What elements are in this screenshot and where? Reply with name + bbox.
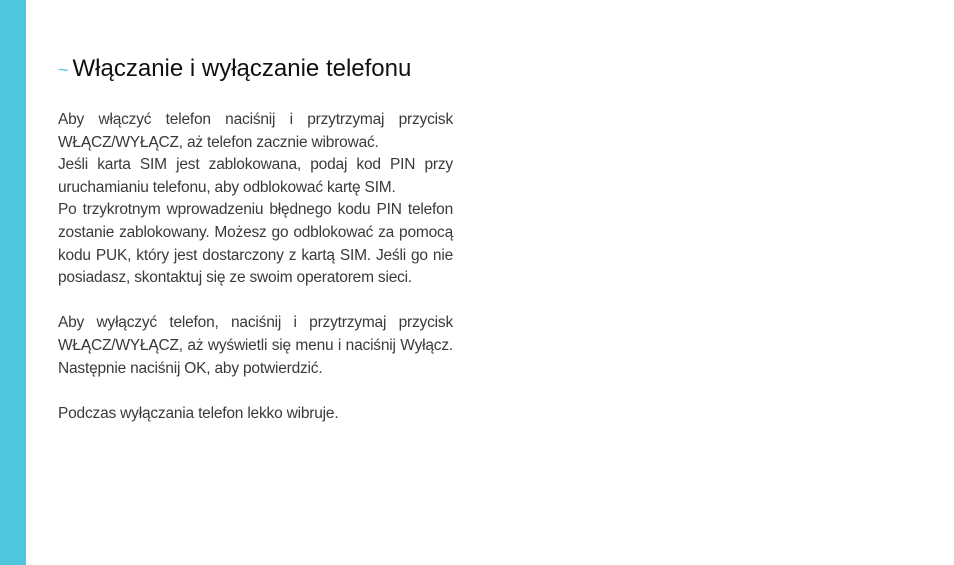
section-heading xyxy=(58,52,453,87)
sim-locked-paragraph: Jeśli karta SIM jest zablokowana, podaj kod PIN przy uruchamianiu telefonu, aby odblokować kartę SIM. xyxy=(58,156,453,196)
puk-paragraph: Po trzykrotnym wprowadzeniu błędnego kodu PIN telefon zostanie zablokowany. Możesz go odblokować za pomocą kodu PUK, który jest dostarczony z kartą SIM. Jeśli go nie posiadasz, skontaktuj się ze swoim operatorem sieci. xyxy=(58,201,453,287)
tilde-icon: ~ xyxy=(58,60,69,80)
paragraph-gap xyxy=(58,290,453,313)
power-on-paragraph: Aby włączyć telefon naciśnij i przytrzymaj przycisk WŁĄCZ/WYŁĄCZ, aż telefon zacznie wibrować. xyxy=(58,111,453,151)
section-title: Włączanie i wyłączanie telefonu xyxy=(72,55,412,82)
section-content xyxy=(58,52,453,425)
paragraph-gap xyxy=(58,380,453,403)
accent-side-bar xyxy=(0,0,26,565)
power-off-paragraph: Aby wyłączyć telefon, naciśnij i przytrzymaj przycisk WŁĄCZ/WYŁĄCZ, aż wyświetli się menu i naciśnij Wyłącz. Następnie naciśnij OK, aby potwierdzić. xyxy=(58,314,453,377)
vibration-note-paragraph: Podczas wyłączania telefon lekko wibruje. xyxy=(58,404,339,422)
